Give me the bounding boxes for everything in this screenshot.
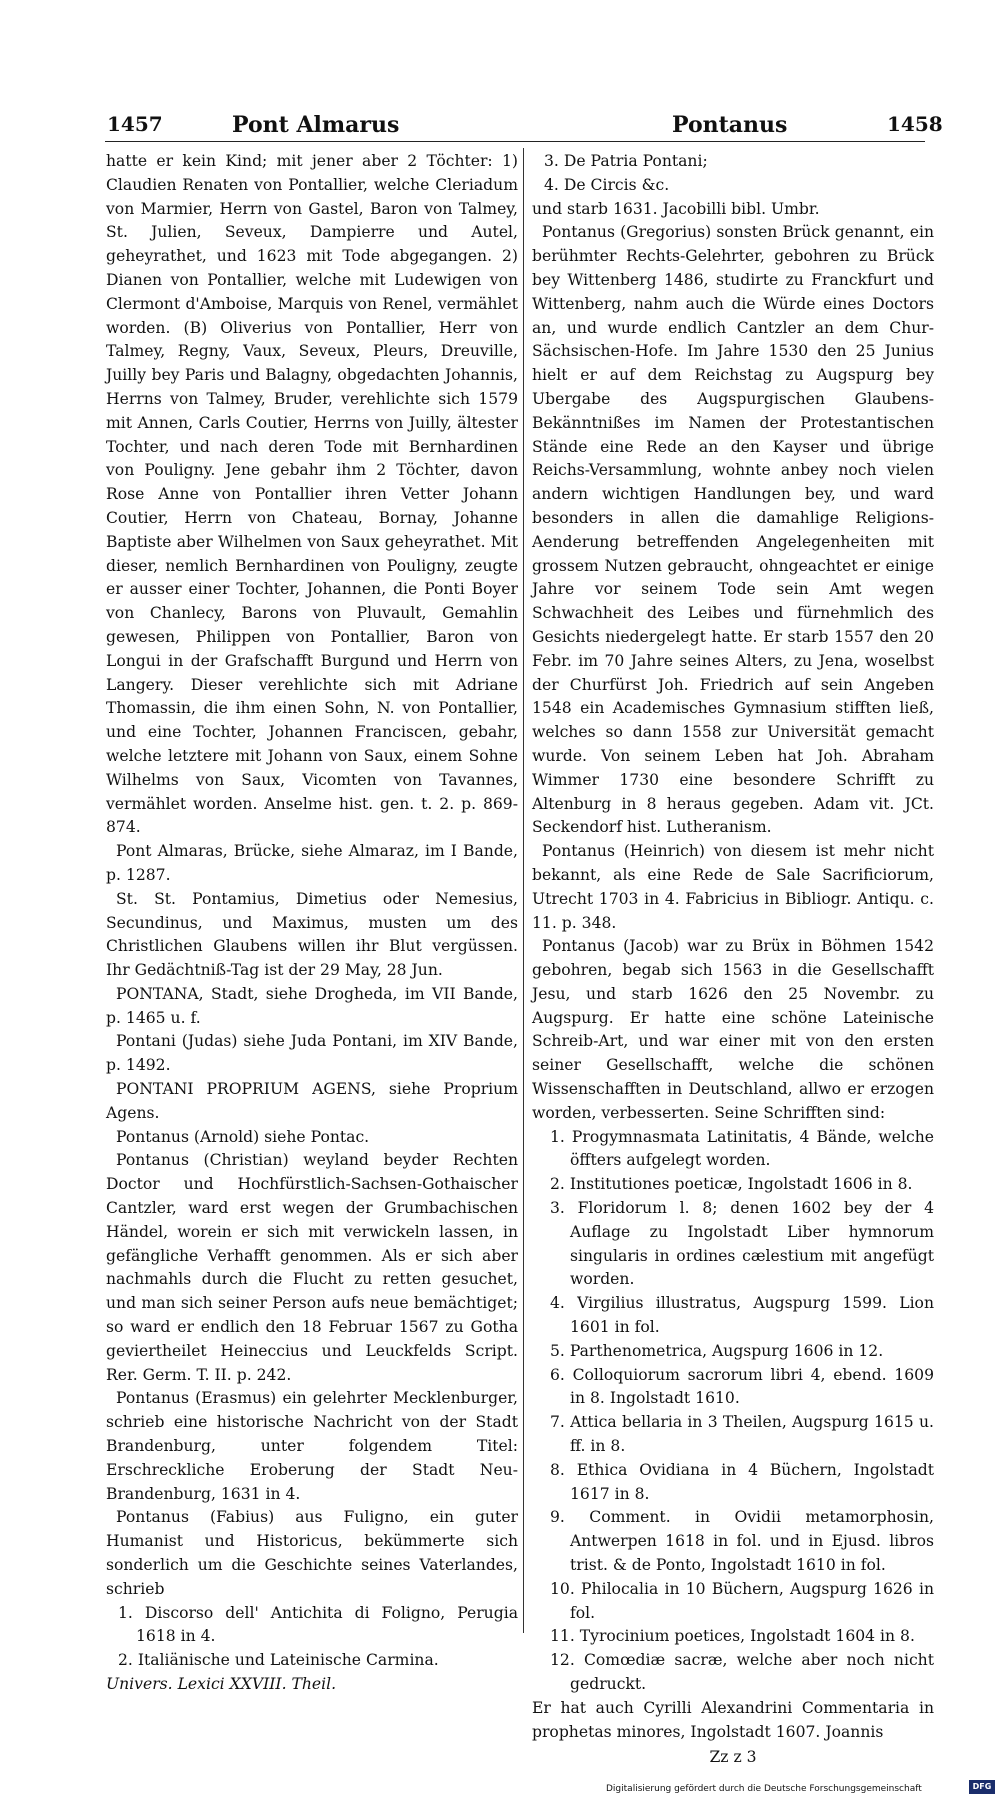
list-item: 4. Virgilius illustratus, Augspurg 1599. Lion 1601 in fol. — [550, 1294, 934, 1337]
list-item: 2. Italiänische und Lateinische Carmina. — [118, 1651, 439, 1670]
entry-paragraph: und starb 1631. Jacobilli bibl. Umbr. — [532, 199, 820, 218]
header-rule — [105, 141, 925, 142]
running-head-right: Pontanus — [672, 112, 788, 138]
running-head-left: Pont Almarus — [232, 112, 400, 138]
entry-paragraph: Pontanus (Erasmus) ein gelehrter Mecklenburger, schrieb eine historische Nachricht von der Stadt Brandenburg, unter folgendem Titel: Erschreckliche Eroberung der Stadt Neu-Brandenburg, 1631 in 4. — [106, 1389, 518, 1503]
entry-paragraph: Pont Almaras, Brücke, siehe Almaraz, im I Bande, p. 1287. — [106, 842, 518, 884]
list-item: 1. Progymnasmata Latinitatis, 4 Bände, welche öffters aufgelegt worden. — [550, 1127, 934, 1170]
page-number-left: 1457 — [107, 112, 163, 136]
list-item: 4. De Circis &c. — [544, 175, 670, 194]
entry-paragraph: Er hat auch Cyrilli Alexandrini Commentaria in prophetas minores, Ingolstadt 1607. Joannis — [532, 1698, 934, 1741]
page-number-right: 1458 — [887, 112, 943, 136]
dfg-logo: DFG — [969, 1780, 995, 1794]
list-item: 5. Parthenometrica, Augspurg 1606 in 12. — [550, 1341, 884, 1360]
list-item: 8. Ethica Ovidiana in 4 Büchern, Ingolstadt 1617 in 8. — [550, 1460, 934, 1503]
list-item: 6. Colloquiorum sacrorum libri 4, ebend. 1609 in 8. Ingolstadt 1610. — [550, 1365, 934, 1408]
list-item: 2. Institutiones poeticæ, Ingolstadt 1606 in 8. — [550, 1175, 913, 1194]
list-item: 9. Comment. in Ovidii metamorphosin, Antwerpen 1618 in fol. und in Ejusd. libros trist. & de Ponto, Ingolstadt 1610 in fol. — [550, 1508, 934, 1575]
entry-paragraph: hatte er kein Kind; mit jener aber 2 Töchter: 1) Claudien Renaten von Pontallier, welche Cleriadum von Marmier, Herrn von Gastel, Baron von Talmey, St. Julien, Seveux, Dampierre und Autel, geheyrathet, und 1623 mit Tode abgegangen. 2) Dianen von Pontallier, welche mit Ludewigen von Clermont d'Amboise, Marquis von Renel, vermählet worden. (B) Oliverius von Pontallier, Herr von Talmey, Regny, Vaux, Seveux, Pleurs, Dreuville, Juilly bey Paris und Balagny, obgedachten Johannis, Herrns von Talmey, Bruder, verehlichte sich 1579 mit Annen, Carls Coutier, Herrns von Juilly, ältester Tochter, und nach deren Tode mit Bernhardinen von Pouligny. Jene gebahr ihm 2 Töchter, davon Rose Anne von Pontallier ihren Vetter Johann Coutier, Herrn von Chateau, Bornay, Johanne Baptiste aber Wilhelmen von Saux geheyrathet. Mit dieser, nemlich Bernhardinen von Pouligny, zeugte er ausser einer Tochter, Johannen, die Ponti Boyer von Chanlecy, Barons von Pluvault, Gemahlin gewesen, Philippen von Pontallier, Baron von Longui in der Grafschafft Burgund und Herrn von Langery. Dieser verehlichte sich mit Adriane Thomassin, die ihm einen Sohn, N. von Pontallier, und eine Tochter, Johannen Franciscen, gebahr, welche letztere mit Johann von Saux, einem Sohne Wilhelms von Saux, Vicomten von Tavannes, vermählet worden. Anselme hist. gen. t. 2. p. 869-874. — [106, 152, 518, 837]
list-item: 11. Tyrocinium poetices, Ingolstadt 1604 in 8. — [550, 1627, 915, 1646]
list-item: 3. De Patria Pontani; — [544, 152, 708, 170]
entry-paragraph: Pontanus (Fabius) aus Fuligno, ein guter Humanist und Historicus, bekümmerte sich sonderlich um die Geschichte seines Vaterlandes, schrieb — [106, 1508, 518, 1598]
entry-paragraph: Pontanus (Christian) weyland beyder Rechten Doctor und Hochfürstlich-Sachsen-Gothaischer Cantzler, ward erst wegen der Grumbachischen Händel, worein er sich mit verwickeln lassen, in gefängliche Verhafft genommen. Als er sich aber nachmahls durch die Flucht zu retten gesuchet, und man sich seiner Person aufs neue bemächtiget; so ward er endlich den 18 Februar 1567 zu Gotha geviertheilet Heineccius und Leuckfelds Script. Rer. Germ. T. II. p. 242. — [106, 1151, 518, 1384]
list-item: 10. Philocalia in 10 Büchern, Augspurg 1626 in fol. — [550, 1579, 934, 1622]
entry-paragraph: Pontanus (Gregorius) sonsten Brück genannt, ein berühmter Rechts-Gelehrter, gebohren zu Brück bey Wittenberg 1486, studirte zu Franckfurt und Wittenberg, nahm auch die Würde eines Doctors an, und wurde endlich Cantzler an dem Chur-Sächsischen-Hofe. Im Jahre 1530 den 25 Junius hielt er auf dem Reichstag zu Augspurg bey Ubergabe des Augspurgischen Glaubens-Bekänntnißes im Namen der Protestantischen Stände eine Rede an den Kayser und übrige Reichs-Versammlung, wohnte anbey noch vielen andern wichtigen Handlungen bey, und ward besonders in allen die damahlige Religions-Aenderung betreffenden Angelegenheiten mit grossem Nutzen gebraucht, ohngeachtet er einige Jahre vor seinem Tode sein Amt wegen Schwachheit des Leibes und fürnehmlich des Gesichts niedergelegt hatte. Er starb 1557 den 20 Febr. im 70 Jahre seines Alters, zu Jena, woselbst der Churfürst Joh. Friedrich auf sein Angeben 1548 ein Academisches Gymnasium stifften ließ, welches so dann 1558 zur Universität gemacht wurde. Von seinem Leben hat Joh. Abraham Wimmer 1730 eine besondere Schrifft zu Altenburg in 8 heraus gegeben. Adam vit. JCt. Seckendorf hist. Lutheranism. — [532, 223, 934, 837]
entry-paragraph: PONTANI PROPRIUM AGENS, siehe Proprium Agens. — [106, 1080, 518, 1122]
signature-line: Univers. Lexici XXVIII. Theil. — [106, 1675, 337, 1693]
entry-paragraph: Pontanus (Heinrich) von diesem ist mehr nicht bekannt, als eine Rede de Sale Sacrificiorum, Utrecht 1703 in 4. Fabricius in Bibliogr. Antiqu. c. 11. p. 348. — [532, 842, 934, 932]
list-item: 3. Floridorum l. 8; denen 1602 bey der 4 Auflage zu Ingolstadt Liber hymnorum singularis in ordines cælestium mit angefügt worden. — [550, 1199, 934, 1289]
list-item: 7. Attica bellaria in 3 Theilen, Augspurg 1615 u. ff. in 8. — [550, 1413, 934, 1456]
entry-paragraph: Pontani (Judas) siehe Juda Pontani, im XIV Bande, p. 1492. — [106, 1032, 518, 1075]
left-column — [106, 150, 518, 1697]
entry-paragraph: Pontanus (Jacob) war zu Brüx in Böhmen 1542 gebohren, begab sich 1563 in die Gesellschafft Jesu, und starb 1626 den 25 Novembr. zu Augspurg. Er hatte eine schöne Lateinische Schreib-Art, und war einer mit von den ersten seiner Gesellschafft, welche die schönen Wissenschafften in Deutschland, allwo er erzogen worden, verbesserten. Seine Schrifften sind: — [532, 937, 934, 1122]
entry-paragraph: St. St. Pontamius, Dimetius oder Nemesius, Secundinus, und Maximus, musten um des Christlichen Glaubens willen ihr Blut vergüssen. Ihr Gedächtniß-Tag ist der 29 May, 28 Jun. — [106, 889, 518, 980]
digitization-credit: Digitalisierung gefördert durch die Deutsche Forschungsgemeinschaft — [606, 1784, 922, 1794]
entry-paragraph: PONTANA, Stadt, siehe Drogheda, im VII Bande, p. 1465 u. f. — [106, 984, 518, 1027]
signature-mark: Zz z 3 — [709, 1748, 757, 1767]
list-item: 12. Comœdiæ sacræ, welche aber noch nicht gedruckt. — [550, 1651, 934, 1693]
right-column — [532, 150, 934, 1770]
entry-paragraph: Pontanus (Arnold) siehe Pontac. — [116, 1127, 370, 1146]
column-divider — [523, 148, 524, 1633]
list-item: 1. Discorso dell' Antichita di Foligno, Perugia 1618 in 4. — [118, 1603, 518, 1646]
